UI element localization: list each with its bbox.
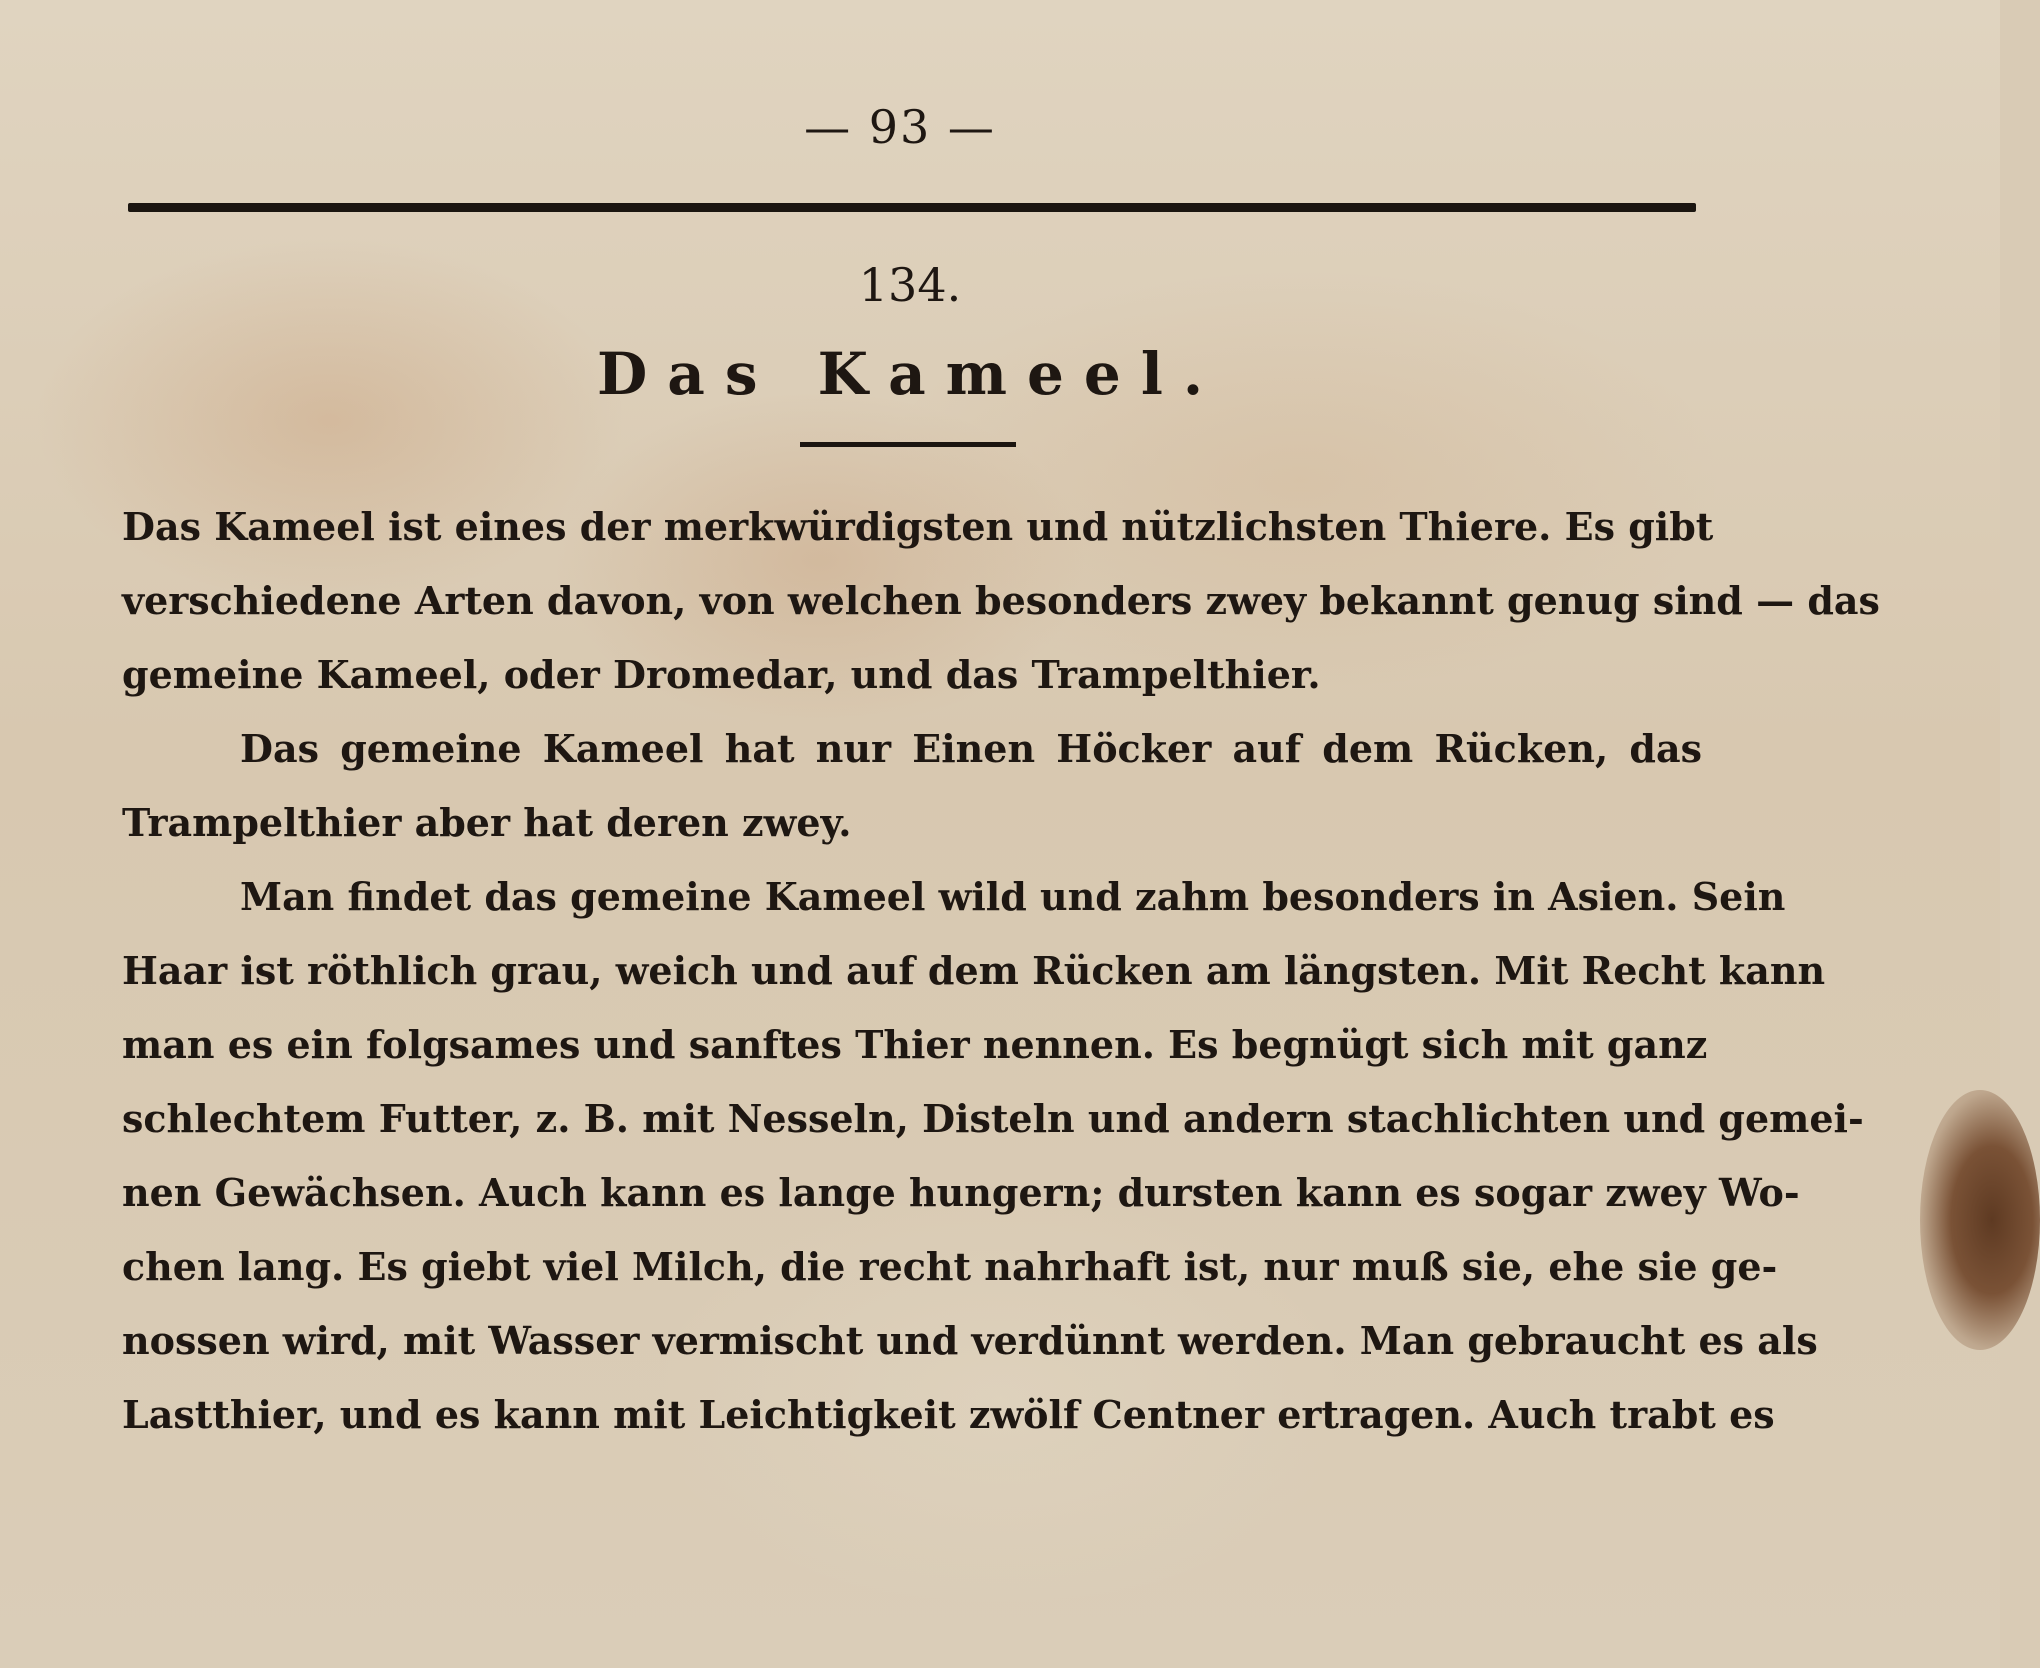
page-number: — 93 — xyxy=(804,100,996,154)
text-line: gemeine Kameel, oder Dromedar, und das Trampelthier. xyxy=(122,652,1321,697)
text-line: Trampelthier aber hat deren zwey. xyxy=(122,800,852,845)
header-rule xyxy=(128,203,1696,212)
text-line: Das gemeine Kameel hat nur Einen Höcker auf dem Rücken, das xyxy=(240,726,1702,771)
text-line: man es ein folgsames und sanftes Thier nennen. Es begnügt sich mit ganz xyxy=(122,1022,1708,1067)
text-line: Haar ist röthlich grau, weich und auf dem Rücken am längsten. Mit Recht kann xyxy=(122,948,1826,993)
text-line: verschiedene Arten davon, von welchen besonders zwey bekannt genug sind — das xyxy=(122,578,1880,623)
water-stain xyxy=(1920,1090,2040,1350)
text-line: Lastthier, und es kann mit Leichtigkeit zwölf Centner ertragen. Auch trabt es xyxy=(122,1392,1775,1437)
text-line: Das Kameel ist eines der merkwürdigsten und nützlichsten Thiere. Es gibt xyxy=(122,504,1714,549)
text-line: Man findet das gemeine Kameel wild und zahm besonders in Asien. Sein xyxy=(240,874,1786,919)
text-line: nossen wird, mit Wasser vermischt und verdünnt werden. Man gebraucht es als xyxy=(122,1318,1818,1363)
text-line: schlechtem Futter, z. B. mit Nesseln, Disteln und andern stachlichten und gemei- xyxy=(122,1096,1864,1141)
text-line: nen Gewächsen. Auch kann es lange hungern; dursten kann es sogar zwey Wo- xyxy=(122,1170,1800,1215)
section-number: 134. xyxy=(858,258,962,312)
section-title: Das Kameel. xyxy=(596,340,1224,408)
text-line: chen lang. Es giebt viel Milch, die recht nahrhaft ist, nur muß sie, ehe sie ge- xyxy=(122,1244,1778,1289)
body-text xyxy=(122,490,1880,1452)
title-rule xyxy=(800,442,1016,447)
